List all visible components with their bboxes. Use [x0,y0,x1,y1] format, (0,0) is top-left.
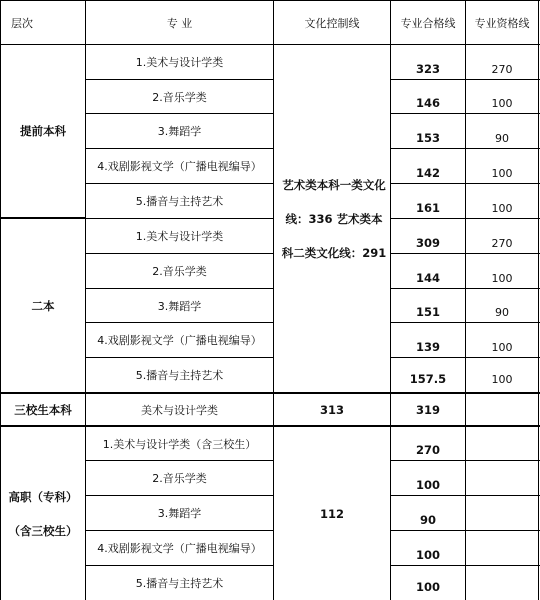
header-culture-line: 文化控制线 [304,16,360,30]
pass-score: 100 [415,548,440,562]
pass-score: 153 [415,131,440,145]
qual-score: 100 [491,372,513,386]
major-cell: 3.舞蹈学 [157,125,202,138]
header-level: 层次 [11,16,33,30]
qual-score: 270 [491,236,513,250]
major-cell: 4.戏剧影视文学（广播电视编导） [97,160,262,173]
pass-score: 139 [415,340,440,354]
major-cell: 2.音乐学类 [152,90,207,104]
major-cell: 2.音乐学类 [152,472,207,485]
header-qualification-line: 专业资格线 [474,16,530,30]
level-label-text: 高职（专科）（含三校生） [8,489,78,538]
pass-score: 142 [415,166,440,180]
pass-score: 270 [415,443,440,457]
level-label: 提前本科 [20,124,66,138]
pass-score: 323 [415,62,440,76]
major-cell: 1.美术与设计学类 [135,230,224,243]
qual-score: 100 [491,340,513,354]
level-label [1,427,85,600]
major-cell: 5.播音与主持艺术 [135,577,224,590]
border-right [538,0,539,600]
qual-score: 270 [491,62,513,76]
major-cell: 1.美术与设计学类（含三校生） [102,437,257,451]
pass-score: 144 [415,271,440,285]
pass-score: 309 [415,236,440,250]
major-cell: 5.播音与主持艺术 [135,369,224,382]
level-label: 三校生本科 [14,402,72,417]
header-major: 专 业 [166,16,193,30]
major-cell: 3.舞蹈学 [157,507,202,520]
major-cell: 1.美术与设计学类 [135,56,224,69]
pass-score: 146 [415,96,440,110]
culture-line-sanxiao: 313 [319,402,344,417]
level-label: 二本 [31,298,55,313]
major-cell: 5.播音与主持艺术 [135,195,224,208]
qual-score: 100 [491,96,513,110]
pass-score: 151 [415,305,440,319]
pass-score: 157.5 [409,372,447,386]
pass-score: 161 [415,201,440,215]
major-cell: 4.戏剧影视文学（广播电视编导） [97,542,262,555]
qual-score: 90 [495,131,509,145]
culture-line-benke-text: 艺术类本科一类文化线：336 艺术类本科二类文化线：291 [281,177,387,260]
qual-score: 100 [491,271,513,285]
pass-score: 100 [415,579,440,594]
qual-score: 100 [491,201,513,215]
major-cell: 美术与设计学类 [141,403,218,417]
culture-line-benke [280,45,388,392]
pass-score: 319 [415,402,440,417]
major-cell: 3.舞蹈学 [157,299,202,313]
pass-score: 100 [415,478,440,492]
pass-score: 90 [419,513,436,527]
major-cell: 4.戏剧影视文学（广播电视编导） [97,334,262,347]
qual-score: 90 [495,305,509,319]
qual-score: 100 [491,166,513,180]
culture-line-gaozhi: 112 [319,506,344,521]
major-cell: 2.音乐学类 [152,265,207,278]
header-pass-line: 专业合格线 [400,16,456,30]
